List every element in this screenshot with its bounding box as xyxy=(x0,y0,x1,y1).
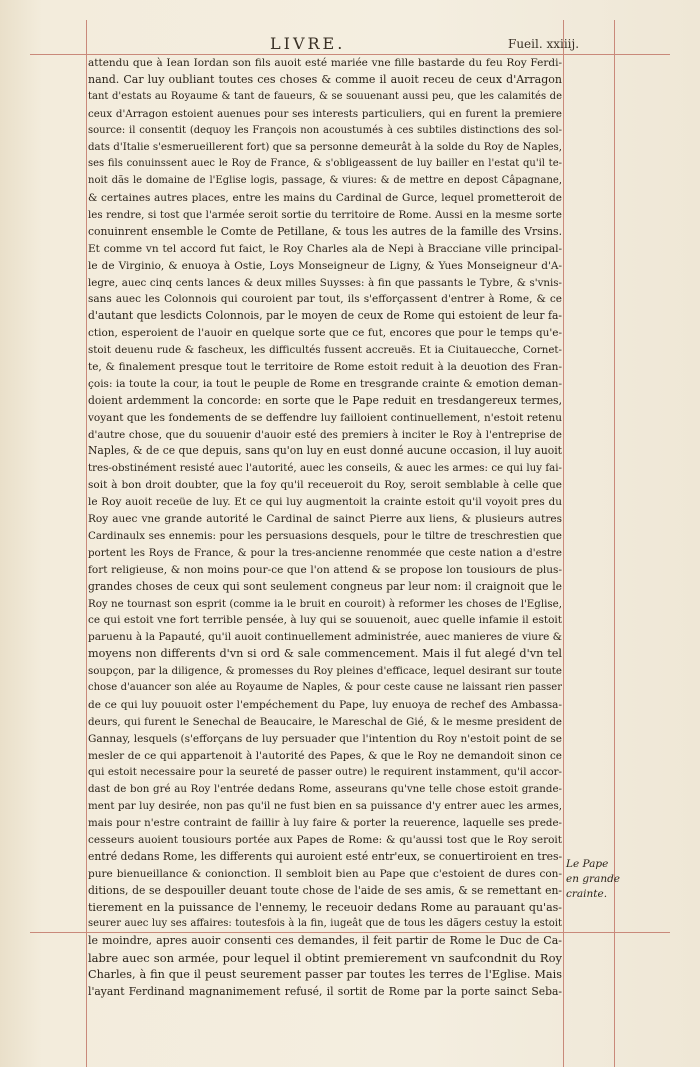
text-line: le de Virginio, & enuoya à Ostie, Loys Monseigneur de Ligny, & Yues Monseigneur d'A- xyxy=(88,259,562,272)
body-text xyxy=(88,55,562,1001)
text-line: & certaines autres places, entre les mains du Cardinal de Gurce, lequel prometteroit de xyxy=(88,192,562,205)
text-line: paruenu à la Papauté, qu'il auoit continuellement administrée, auec manieres de viure & xyxy=(88,631,562,644)
folio-number: Fueil. xxiiij. xyxy=(508,37,580,51)
text-line: pure bienueillance & conionction. Il sembloit bien au Pape que c'estoient de dures con- xyxy=(88,867,562,880)
text-line: qui estoit necessaire pour la seureté de passer outre) le requirent instamment, qu'il accor- xyxy=(88,766,562,779)
text-line: dats d'Italie s'esmerueillerent fort) que sa personne demeurât à la solde du Roy de Naples, xyxy=(88,141,562,154)
text-line: d'autant que lesdicts Colonnois, par le moyen de ceux de Rome qui estoient de leur fa- xyxy=(88,309,562,323)
text-line: soit à bon droit doubter, que la foy qu'il receueroit du Roy, seroit semblable à celle que xyxy=(88,479,562,492)
text-line: Gannay, lesquels (s'efforçans de luy persuader que l'intention du Roy n'estoit point de se xyxy=(88,732,562,745)
text-line: Roy auec vne grande autorité le Cardinal de sainct Pierre aux liens, & plusieurs autres xyxy=(88,513,562,526)
text-line: source: il consentit (dequoy les François non acoustumés à ces subtiles distinctions des sol- xyxy=(88,124,562,136)
text-line: stoit deuenu rude & fascheux, les difficultés fussent accreuës. Et ia Ciuitauecche, Cornet- xyxy=(88,344,562,357)
margin-note-line: crainte. xyxy=(566,888,608,900)
text-line: tres-obstinément resisté auec l'autorité, auec les conseils, & auec les armes: ce qui luy fai- xyxy=(88,462,562,475)
text-line: sans auec les Colonnois qui couroient par tout, ils s'efforçassent d'entrer à Rome, & ce xyxy=(88,293,562,306)
text-line: çois: ia toute la cour, ia tout le peuple de Rome en tresgrande crainte & emotion deman- xyxy=(88,377,562,390)
text-line: Roy ne tournast son esprit (comme ia le bruit en couroit) à reformer les choses de l'Eglise, xyxy=(88,597,562,610)
text-line: l'ayant Ferdinand magnanimement refusé, il sortit de Rome par la porte sainct Seba- xyxy=(88,984,562,998)
text-line: portent les Roys de France, & pour la tres-ancienne renommée que ceste nation a d'estre xyxy=(88,546,562,559)
text-line: Et comme vn tel accord fut faict, le Roy Charles ala de Nepi à Bracciane ville principal- xyxy=(88,242,562,255)
text-line: grandes choses de ceux qui sont seulement congneus par leur nom: il craignoit que le xyxy=(88,579,562,593)
text-line: mais pour n'estre contraint de faillir à luy faire & porter la reuerence, laquelle ses prede- xyxy=(88,817,562,830)
text-line: mesler de ce qui appartenoit à l'autorité des Papes, & que le Roy ne demandoit sinon ce xyxy=(88,749,562,762)
text-line: nand. Car luy oubliant toutes ces choses & comme il auoit receu de ceux d'Arragon xyxy=(88,72,562,86)
text-line: deurs, qui furent le Senechal de Beaucaire, le Mareschal de Gié, & le mesme president de xyxy=(88,715,562,728)
text-line: ment par luy desirée, non pas qu'il ne fust bien en sa puissance d'y entrer auec les armes, xyxy=(88,800,562,813)
text-line: attendu que à Iean Iordan son fils auoit esté mariée vne fille bastarde du feu Roy Ferdi- xyxy=(88,57,562,69)
text-line: le Roy auoit receüe de luy. Et ce qui luy augmentoit la crainte estoit qu'il voyoit pres du xyxy=(88,496,562,509)
margin-note xyxy=(566,857,636,902)
margin-note-line: en grande xyxy=(566,873,621,885)
text-line: ction, esperoient de l'auoir en quelque sorte que ce fut, encores que pour le temps qu'e- xyxy=(88,327,562,340)
text-line: tierement en la puissance de l'ennemy, le receuoir dedans Rome au parauant qu'as- xyxy=(88,900,562,914)
text-line: te, & finalement presque tout le territoire de Rome estoit reduit à la deuotion des Fran- xyxy=(88,361,562,374)
text-line: moyens non differents d'vn si ord & sale commencement. Mais il fut alegé d'vn tel xyxy=(88,647,562,661)
text-line: le moindre, apres auoir consenti ces demandes, il feit partir de Rome le Duc de Ca- xyxy=(88,934,562,948)
text-line: labre auec son armée, pour lequel il obtint premierement vn saufcondnit du Roy xyxy=(88,951,562,966)
text-line: d'autre chose, que du souuenir d'auoir esté des premiers à inciter le Roy à l'entreprise de xyxy=(88,428,562,441)
text-line: cesseurs auoient tousiours portée aux Papes de Rome: & qu'aussi tost que le Roy seroit xyxy=(88,833,562,846)
text-line: legre, auec cinq cents lances & deux milles Suysses: à fin que passants le Tybre, & s'vnis- xyxy=(88,276,562,289)
text-line: ditions, de se despouiller deuant toute chose de l'aide de ses amis, & se remettant en- xyxy=(88,883,562,897)
text-line: chose d'auancer son alée au Royaume de Naples, & pour ceste cause ne laissant rien passer xyxy=(88,681,562,693)
text-line: Cardinaulx ses ennemis: pour les persuasions desquels, pour le tiltre de treschrestien que xyxy=(88,529,562,542)
running-title: LIVRE. xyxy=(270,34,346,53)
text-line: seurer auec luy ses affaires: toutesfois à la fin, iugeât que de tous les dãgers cestuy la estoit xyxy=(88,918,562,930)
text-line: ce qui estoit vne fort terrible pensée, à luy qui se souuenoit, auec quelle infamie il estoit xyxy=(88,614,562,627)
text-line: ceux d'Arragon estoient auenues pour ses interests particuliers, qui en furent la premiere xyxy=(88,107,562,120)
text-line: Naples, & de ce que depuis, sans qu'on luy en eust donné aucune occasion, il luy auoit xyxy=(88,444,562,458)
text-line: conuinrent ensemble le Comte de Petillane, & tous les autres de la famille des Vrsins. xyxy=(88,224,562,238)
text-line: soupçon, par la diligence, & promesses du Roy pleines d'efficace, lequel desirant sur toute xyxy=(88,665,562,678)
text-line: Charles, à fin que il peust seurement passer par toutes les terres de l'Eglise. Mais xyxy=(88,968,562,982)
text-line: les rendre, si tost que l'armée seroit sortie du territoire de Rome. Aussi en la mesme sorte xyxy=(88,209,562,222)
text-line: ses fils conuinssent auec le Roy de France, & s'obligeassent de luy bailler en l'estat qu'il te- xyxy=(88,158,562,170)
text-line: dast de bon gré au Roy l'entrée dedans Rome, asseurans qu'vne telle chose estoit grande- xyxy=(88,783,562,796)
outer-right-rule xyxy=(614,20,615,1067)
text-line: de ce qui luy pouuoit oster l'empéchement du Pape, luy enuoya de rechef des Ambassa- xyxy=(88,698,562,711)
text-line: doient ardemment la concorde: en sorte que le Pape reduit en tresdangereux termes, xyxy=(88,393,562,407)
text-line: voyant que les fondements de se deffendre luy failloient continuellement, n'estoit retenu xyxy=(88,411,562,424)
text-line: entré dedans Rome, les differents qui auroient esté entr'eux, se conuertiroient en tres- xyxy=(88,849,562,863)
margin-note-line: Le Pape xyxy=(566,858,609,870)
text-line: noit dãs le domaine de l'Eglise logis, passage, & viures: & de mettre en depost Câpagnane, xyxy=(88,175,562,187)
text-right-rule xyxy=(563,20,564,1067)
text-line: tant d'estats au Royaume & tant de faueurs, & se souuenant aussi peu, que les calamités de xyxy=(88,90,562,102)
left-margin-rule xyxy=(86,20,87,1067)
text-line: fort religieuse, & non moins pour-ce que l'on attend & se propose lon tousiours de plus- xyxy=(88,563,562,576)
